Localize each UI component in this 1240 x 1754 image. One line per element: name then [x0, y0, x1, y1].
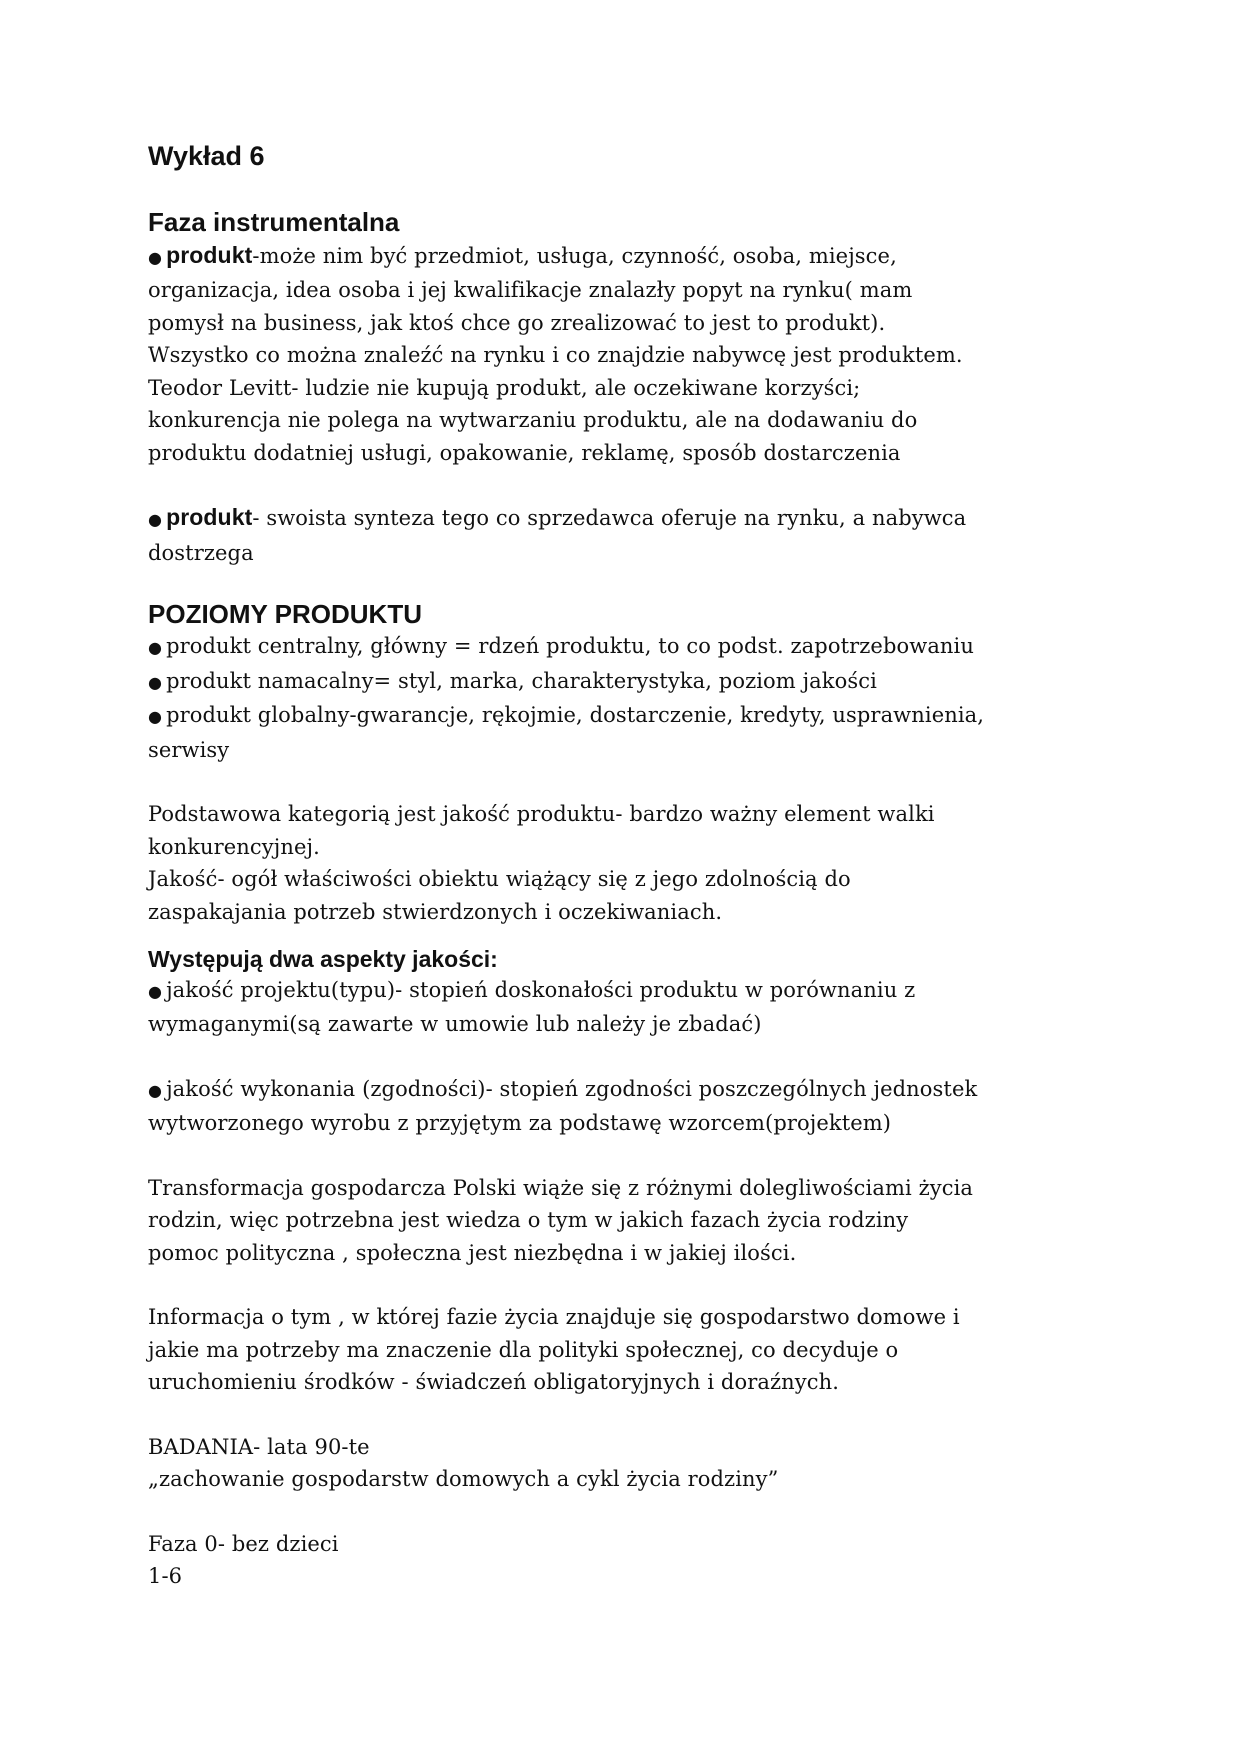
information-paragraph: Informacja o tym , w której fazie życia znajduje się gospodarstwo domowe i jakie ma potrzeby ma znaczenie dla polityki społecznej, co decyduje o uruchomieniu środków - świadczeń obligatoryjnych i doraźnych. — [148, 1305, 960, 1395]
quality-paragraph: Podstawowa kategorią jest jakość produktu- bardzo ważny element walki konkurencyjnej. Jakość- ogół właściwości obiektu wiążący się z jego zdolnością do zaspakajania potrzeb stwierdzonych i oczekiwaniach. — [148, 802, 935, 924]
list-item: ● produkt globalny-gwarancje, rękojmie, dostarczenie, kredyty, usprawnienia, — [148, 703, 985, 728]
product-levels-list: ● produkt centralny, główny = rdzeń produktu, to co podst. zapotrzebowaniu ● produkt namacalny= styl, marka, charakterystyka, poziom jakości ● produkt globalny-gwarancje, rękojmie, dostarczenie, kredyty, usprawnienia, serwisy — [148, 630, 1108, 766]
list-item: ● produkt namacalny= styl, marka, charakterystyka, poziom jakości — [148, 668, 877, 693]
transformation-paragraph: Transformacja gospodarcza Polski wiąże się z różnymi dolegliwościami życia rodzin, więc potrzebna jest wiedza o tym w jakich fazach życia rodziny pomoc polityczna , społeczna jest niezbędna i w jakiej ilości. — [148, 1175, 974, 1265]
section-heading-instrumental: Faza instrumentalna — [148, 207, 400, 238]
lecture-title: Wykład 6 — [148, 141, 265, 171]
document-page — [148, 140, 1108, 1593]
section-heading-quality-aspects: Występują dwa aspekty jakości: — [148, 946, 498, 973]
bullet-icon: ● — [148, 707, 163, 727]
phase-block: Faza 0- bez dzieci 1-6 — [148, 1531, 339, 1589]
bullet-icon: ● — [148, 247, 163, 267]
bullet-icon: ● — [148, 672, 163, 692]
section-heading-product-levels: POZIOMY PRODUKTU — [148, 599, 422, 630]
research-block: BADANIA- lata 90-te „zachowanie gospodarstw domowych a cykl życia rodziny” — [148, 1434, 779, 1492]
product-definition-2: ● produkt- swoista synteza tego co sprzedawca oferuje na rynku, a nabywca dostrzega — [148, 504, 967, 565]
bullet-icon: ● — [148, 510, 163, 530]
bullet-icon: ● — [148, 981, 163, 1001]
bullet-icon: ● — [148, 638, 163, 658]
quality-aspect-1: ● jakość projektu(typu)- stopień doskonałości produktu w porównaniu z wymaganymi(są zawarte w umowie lub należy je zbadać) — [148, 977, 916, 1037]
product-definition-1: ● produkt-może nim być przedmiot, usługa, czynność, osoba, miejsce, organizacja, idea osoba i jej kwalifikacje znalazły popyt na rynku( mam pomysł na business, jak ktoś chce go zrealizować to jest to produkt). Wszystko co można znaleźć na rynku i co znajdzie nabywcę jest produktem. Teodor Levitt- ludzie nie kupują produkt, ale oczekiwane korzyści; konkurencja nie polega na wytwarzaniu produktu, ale na dodawaniu do produktu dodatniej usługi, opakowanie, reklamę, sposób dostarczenia — [148, 241, 963, 465]
bullet-icon: ● — [148, 1080, 163, 1100]
quality-aspect-2: ● jakość wykonania (zgodności)- stopień zgodności poszczególnych jednostek wytworzonego wyrobu z przyjętym za podstawę wzorcem(projektem) — [148, 1076, 978, 1136]
list-item: ● produkt centralny, główny = rdzeń produktu, to co podst. zapotrzebowaniu — [148, 634, 974, 659]
